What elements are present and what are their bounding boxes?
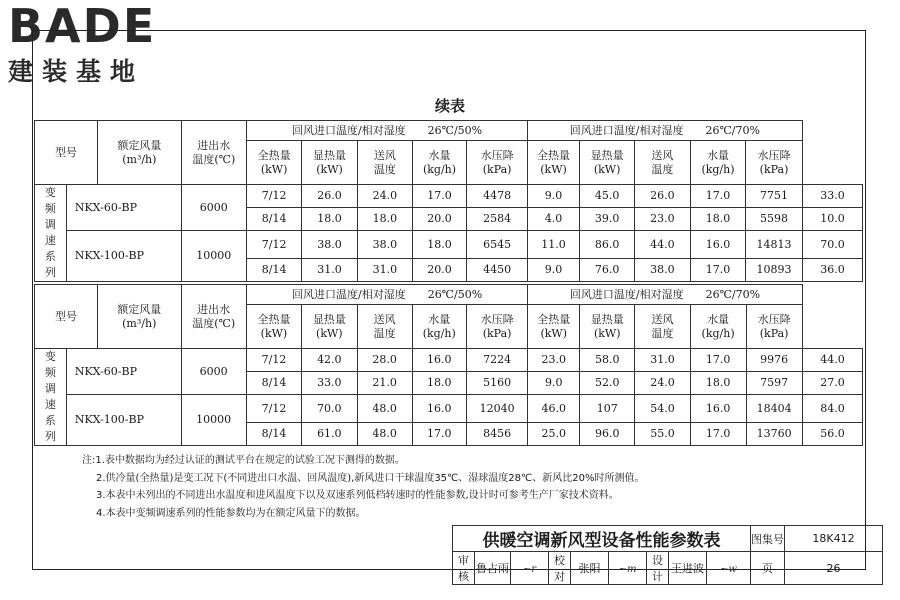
table-row (35, 185, 900, 208)
value-cell: 26.0 (302, 185, 357, 208)
value-cell: 36.0 (802, 259, 863, 282)
column-header-unit: (kW) (540, 162, 567, 176)
column-header (357, 305, 412, 349)
column-header-unit: (kPa) (482, 162, 512, 176)
airflow-cell: 10000 (181, 231, 246, 282)
value-cell: 6545 (467, 231, 528, 259)
atlas-number: 18K412 (785, 526, 883, 552)
water-temp-header-unit: 温度(℃) (192, 316, 236, 330)
column-header-label: 水压降 (757, 312, 791, 326)
value-cell: 28.0 (357, 349, 412, 372)
atlas-label: 图集号 (751, 526, 785, 552)
water-temp-cell: 7/12 (246, 349, 301, 372)
airflow-cell: 6000 (181, 185, 246, 231)
value-cell: 44.0 (635, 231, 690, 259)
value-cell: 33.0 (802, 185, 863, 208)
column-header (580, 305, 635, 349)
value-cell: 31.0 (357, 259, 412, 282)
model-cell: NKX-100-BP (66, 395, 181, 446)
value-cell: 48.0 (357, 395, 412, 423)
value-cell: 17.0 (412, 423, 466, 446)
column-header-unit: (kg/h) (422, 326, 456, 340)
value-cell: 25.0 (528, 423, 580, 446)
model-header: 型号 (35, 285, 98, 349)
column-header-unit: (kW) (593, 326, 621, 340)
table-row (35, 349, 900, 372)
water-temp-cell: 8/14 (246, 372, 301, 395)
reviewer-name: 鲁占雨 (475, 552, 511, 585)
value-cell: 16.0 (690, 395, 746, 423)
column-header-unit: (kW) (316, 162, 343, 176)
column-header (635, 141, 690, 185)
column-header-label: 送风 (651, 148, 674, 162)
note-3: 3.本表中未列出的不同进出水温度和进风温度下以及双速系列低档转速时的性能参数,设计时可参考生产厂家技术资料。 (96, 490, 619, 501)
column-header-unit: (kW) (593, 162, 621, 176)
column-header-unit: (kW) (316, 326, 343, 340)
column-header-label: 显热量 (590, 312, 624, 326)
value-cell: 45.0 (579, 185, 634, 208)
value-cell: 18.0 (302, 208, 357, 231)
water-temp-header-label: 进出水 (197, 302, 231, 316)
column-header-label: 送风 (651, 312, 674, 326)
column-header-label: 送风 (373, 312, 396, 326)
column-header (746, 305, 802, 349)
column-header (357, 141, 412, 185)
value-cell: 5160 (466, 372, 528, 395)
value-cell: 56.0 (802, 423, 863, 446)
value-cell: 21.0 (357, 372, 412, 395)
value-cell: 9976 (746, 349, 802, 372)
column-header-unit: (kg/h) (701, 326, 735, 340)
column-header (246, 141, 301, 185)
value-cell: 48.0 (357, 423, 412, 446)
column-header-label: 全热量 (537, 148, 571, 162)
value-cell: 18.0 (412, 372, 466, 395)
value-cell: 7751 (746, 185, 802, 208)
value-cell: 18.0 (690, 208, 746, 231)
airflow-header-unit: (m³/h) (122, 316, 157, 330)
value-cell: 9.0 (528, 372, 580, 395)
column-header-label: 全热量 (537, 312, 571, 326)
value-cell: 9.0 (528, 185, 580, 208)
column-header-label: 水量 (428, 312, 451, 326)
value-cell: 54.0 (635, 395, 690, 423)
airflow-cell: 6000 (181, 349, 246, 395)
column-header (746, 141, 802, 185)
performance-table-2 (34, 284, 900, 446)
value-cell: 12040 (466, 395, 528, 423)
value-cell: 16.0 (690, 231, 746, 259)
performance-table-1 (34, 120, 900, 282)
value-cell: 76.0 (579, 259, 634, 282)
value-cell: 23.0 (528, 349, 580, 372)
value-cell: 17.0 (690, 349, 746, 372)
value-cell: 11.0 (528, 231, 580, 259)
column-header-unit: (kPa) (759, 162, 789, 176)
value-cell: 17.0 (412, 185, 466, 208)
value-cell: 61.0 (302, 423, 357, 446)
page-title: 续表 (434, 97, 465, 115)
column-header-label: 全热量 (257, 312, 291, 326)
column-header-unit: 温度 (651, 162, 674, 176)
column-header (412, 141, 466, 185)
column-header-unit: (kg/h) (422, 162, 457, 176)
column-header-unit: (kW) (260, 162, 288, 176)
table-row (35, 231, 900, 259)
column-header (466, 305, 528, 349)
column-header-unit: 温度 (373, 326, 396, 340)
water-temp-cell: 7/12 (246, 395, 301, 423)
value-cell: 18.0 (357, 208, 412, 231)
value-cell: 10893 (746, 259, 802, 282)
value-cell: 86.0 (579, 231, 634, 259)
value-cell: 24.0 (635, 372, 690, 395)
column-header-label: 显热量 (313, 148, 347, 162)
notes (82, 452, 645, 522)
water-temp-cell: 7/12 (246, 185, 301, 208)
group-header-50: 回风进口温度/相对湿度 26℃/50% (246, 121, 527, 141)
column-header (690, 141, 746, 185)
water-temp-header-unit: 温度(℃) (192, 152, 236, 166)
column-header-label: 水压降 (480, 312, 514, 326)
column-header-label: 全热量 (257, 148, 291, 162)
column-header-label: 显热量 (312, 312, 346, 326)
value-cell: 39.0 (579, 208, 634, 231)
model-cell: NKX-60-BP (66, 349, 181, 395)
column-header-label: 水量 (707, 312, 730, 326)
column-header (579, 141, 634, 185)
designer-signature: ~w (707, 552, 751, 585)
note-4: 4.本表中变频调速系列的性能参数均为在额定风量下的数据。 (96, 507, 366, 519)
value-cell: 4450 (467, 259, 528, 282)
value-cell: 16.0 (412, 349, 466, 372)
column-header-label: 送风 (373, 148, 396, 162)
value-cell: 38.0 (357, 231, 412, 259)
column-header (302, 305, 357, 349)
airflow-header (97, 285, 181, 349)
column-header-unit: (kW) (260, 326, 288, 340)
value-cell: 18404 (746, 395, 802, 423)
water-temp-cell: 8/14 (246, 208, 301, 231)
page-number: 26 (785, 552, 883, 585)
water-temp-cell: 8/14 (246, 259, 301, 282)
note-2: 2.供冷量(全热量)是变工况下(不同进出口水温、回风温度),新风进口干球温度35℃、湿球温度28℃、新风比20%时所测值。 (96, 472, 645, 484)
water-temp-cell: 7/12 (246, 231, 301, 259)
water-temp-cell: 8/14 (246, 423, 301, 446)
value-cell: 8456 (466, 423, 528, 446)
column-header-label: 水压降 (480, 148, 514, 162)
column-header-unit: (kPa) (759, 326, 789, 340)
water-temp-header-label: 进出水 (197, 138, 231, 152)
airflow-header (98, 121, 182, 185)
value-cell: 4.0 (528, 208, 580, 231)
column-header (528, 141, 580, 185)
value-cell: 55.0 (635, 423, 690, 446)
value-cell: 18.0 (690, 372, 746, 395)
value-cell: 16.0 (412, 395, 466, 423)
column-header-label: 显热量 (590, 148, 624, 162)
value-cell: 84.0 (802, 395, 863, 423)
logo-wordmark: BADE (8, 0, 157, 53)
model-cell: NKX-100-BP (66, 231, 181, 282)
column-header (246, 305, 301, 349)
value-cell: 44.0 (802, 349, 863, 372)
airflow-header-unit: (m³/h) (122, 152, 157, 166)
value-cell: 38.0 (302, 231, 357, 259)
airflow-header-label: 额定风量 (117, 138, 162, 152)
value-cell: 107 (580, 395, 635, 423)
column-header (302, 141, 357, 185)
value-cell: 20.0 (412, 208, 466, 231)
column-header (690, 305, 746, 349)
group-header-70: 回风进口温度/相对湿度 26℃/70% (528, 121, 802, 141)
value-cell: 52.0 (580, 372, 635, 395)
value-cell: 13760 (746, 423, 802, 446)
column-header-label: 水量 (706, 148, 729, 162)
column-header-unit: 温度 (651, 326, 674, 340)
group-header-70: 回风进口温度/相对湿度 26℃/70% (528, 285, 802, 305)
title-block (452, 525, 883, 585)
designer-name: 王进波 (669, 552, 707, 585)
column-header-unit: (kPa) (482, 326, 512, 340)
value-cell: 2584 (467, 208, 528, 231)
value-cell: 27.0 (802, 372, 863, 395)
checker-name: 张阳 (571, 552, 609, 585)
column-header (467, 141, 528, 185)
column-header (528, 305, 580, 349)
value-cell: 46.0 (528, 395, 580, 423)
value-cell: 18.0 (412, 231, 466, 259)
value-cell: 70.0 (302, 395, 357, 423)
model-header: 型号 (35, 121, 98, 185)
column-header-unit: 温度 (373, 162, 396, 176)
review-label: 审核 (453, 552, 475, 585)
table-row (35, 395, 900, 423)
value-cell: 24.0 (357, 185, 412, 208)
water-temp-header (181, 121, 246, 185)
logo-subtitle: 建装基地 (8, 57, 145, 86)
note-1: 注:1.表中数据均为经过认证的测试平台在规定的试验工况下测得的数据。 (82, 455, 405, 466)
value-cell: 96.0 (580, 423, 635, 446)
value-cell: 38.0 (635, 259, 690, 282)
value-cell: 17.0 (690, 423, 746, 446)
value-cell: 33.0 (302, 372, 357, 395)
page-label: 页 (751, 552, 785, 585)
model-cell: NKX-60-BP (66, 185, 181, 231)
value-cell: 70.0 (802, 231, 863, 259)
value-cell: 42.0 (302, 349, 357, 372)
column-header-label: 水压降 (757, 148, 791, 162)
column-header-unit: (kW) (540, 326, 567, 340)
column-header (635, 305, 690, 349)
value-cell: 31.0 (635, 349, 690, 372)
value-cell: 7597 (746, 372, 802, 395)
value-cell: 5598 (746, 208, 802, 231)
value-cell: 31.0 (302, 259, 357, 282)
airflow-cell: 10000 (181, 395, 246, 446)
value-cell: 26.0 (635, 185, 690, 208)
water-temp-header (181, 285, 246, 349)
checker-signature: ~m (609, 552, 647, 585)
series-label: 变频调速系列 (35, 185, 67, 282)
group-header-50: 回风进口温度/相对湿度 26℃/50% (246, 285, 528, 305)
value-cell: 7224 (466, 349, 528, 372)
reviewer-signature: ~r (511, 552, 549, 585)
column-header (412, 305, 466, 349)
column-header-label: 水量 (428, 148, 451, 162)
value-cell: 17.0 (690, 185, 746, 208)
value-cell: 10.0 (802, 208, 863, 231)
design-label: 设计 (647, 552, 669, 585)
value-cell: 4478 (467, 185, 528, 208)
value-cell: 20.0 (412, 259, 466, 282)
value-cell: 58.0 (580, 349, 635, 372)
airflow-header-label: 额定风量 (117, 302, 162, 316)
value-cell: 17.0 (690, 259, 746, 282)
value-cell: 23.0 (635, 208, 690, 231)
value-cell: 14813 (746, 231, 802, 259)
series-label: 变频调速系列 (35, 349, 67, 446)
check-label: 校对 (549, 552, 571, 585)
drawing-title: 供暖空调新风型设备性能参数表 (453, 526, 751, 552)
column-header-unit: (kg/h) (701, 162, 735, 176)
value-cell: 9.0 (528, 259, 580, 282)
